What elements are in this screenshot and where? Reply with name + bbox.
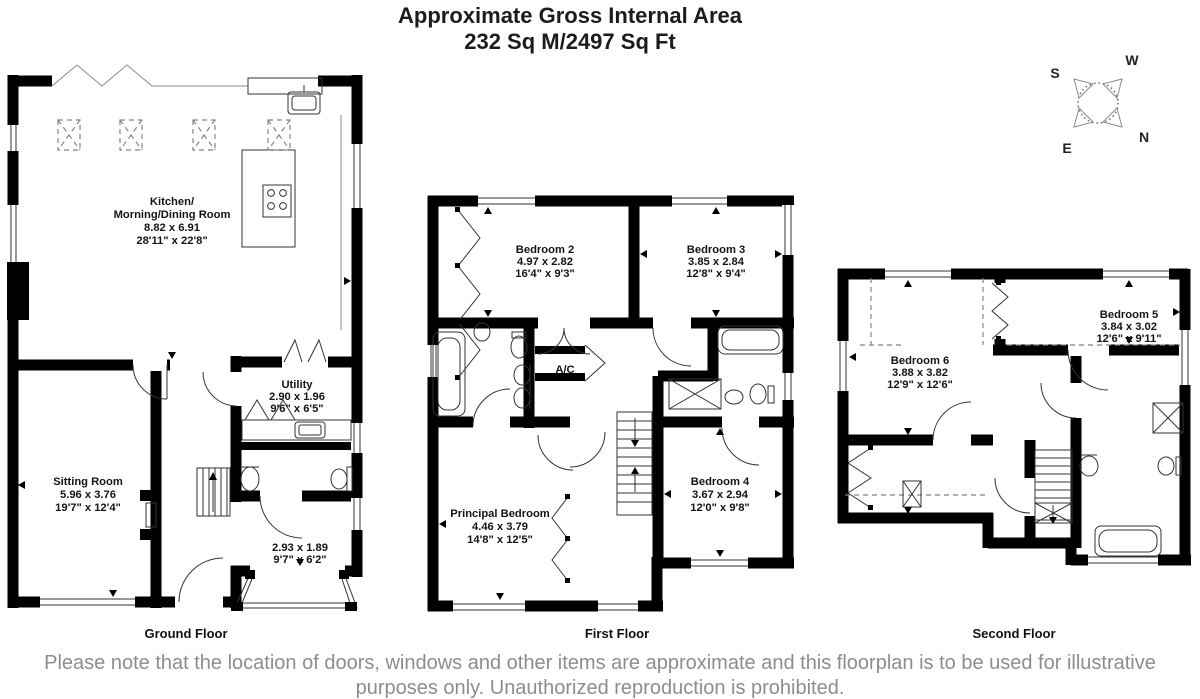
kitchen-metric: 8.82 x 6.91 bbox=[144, 222, 200, 234]
disclaimer-line2: purposes only. Unauthorized reproduction is prohibited. bbox=[355, 677, 845, 699]
bedroom3-metric: 3.85 x 2.84 bbox=[688, 256, 744, 268]
ground-floor-plan bbox=[7, 65, 363, 611]
bedroom4-imperial: 12'0" x 9'8" bbox=[690, 502, 750, 514]
bedroom4-metric: 3.67 x 2.94 bbox=[692, 489, 748, 501]
kitchen-counter-sink-icon bbox=[248, 78, 322, 114]
first-floor-plan bbox=[427, 195, 794, 612]
bifold-opening-zigzag bbox=[52, 65, 152, 86]
door-arcs bbox=[933, 350, 1108, 513]
bedroom3-label: Bedroom 3 bbox=[686, 244, 746, 256]
room-labels bbox=[53, 196, 328, 566]
compass-east-label: E bbox=[1062, 140, 1072, 156]
principal-metric: 4.46 x 3.79 bbox=[472, 521, 528, 533]
bedroom5-label: Bedroom 5 bbox=[1099, 309, 1159, 321]
stairs-icon bbox=[1035, 450, 1072, 524]
sitting-label: Sitting Room bbox=[53, 476, 123, 488]
utility-label: Utility bbox=[281, 379, 313, 391]
toilet-icon bbox=[1158, 457, 1181, 475]
compass-west-label: W bbox=[1125, 52, 1139, 68]
principal-label: Principal Bedroom bbox=[450, 508, 550, 520]
title-line1: Approximate Gross Internal Area bbox=[398, 3, 742, 28]
wc-toilet-icon bbox=[331, 467, 352, 491]
bedroom5-metric: 3.84 x 3.02 bbox=[1101, 321, 1157, 333]
compass-north-label: N bbox=[1138, 129, 1150, 145]
bedroom6-imperial: 12'9" x 12'6" bbox=[887, 379, 953, 391]
bedroom4-label: Bedroom 4 bbox=[690, 476, 750, 488]
sitting-imperial: 19'7" x 12'4" bbox=[55, 502, 121, 514]
bedroom6-label: Bedroom 6 bbox=[890, 355, 950, 367]
bath-icon bbox=[1095, 526, 1161, 556]
compass-rose bbox=[1050, 52, 1149, 156]
skylight-icon bbox=[58, 120, 290, 150]
hall-imperial: 9'7" x 6'2" bbox=[273, 554, 327, 566]
room-labels bbox=[450, 244, 750, 546]
bedroom3-imperial: 12'8" x 9'4" bbox=[686, 268, 746, 280]
ground-floor-label: Ground Floor bbox=[144, 626, 228, 641]
bath-icon bbox=[433, 326, 783, 416]
kitchen-island-icon bbox=[242, 150, 295, 247]
loft-hatch-icon bbox=[903, 481, 921, 507]
wc-basin-icon bbox=[241, 467, 259, 491]
shower-icon bbox=[669, 379, 721, 409]
disclaimer-line1: Please note that the location of doors, windows and other items are approximate and this floorplan is to be used for illustrative bbox=[44, 652, 1156, 674]
utility-metric: 2.90 x 1.96 bbox=[269, 391, 325, 403]
stairs-icon bbox=[197, 468, 230, 516]
wardrobe-icon bbox=[848, 280, 1008, 510]
kitchen-label: Kitchen/ bbox=[149, 196, 195, 208]
toilet-icon bbox=[511, 332, 774, 404]
second-floor-label: Second Floor bbox=[972, 626, 1056, 641]
sitting-metric: 5.96 x 3.76 bbox=[60, 489, 116, 501]
utility-imperial: 9'6" x 6'5" bbox=[270, 403, 324, 415]
bedroom2-metric: 4.97 x 2.82 bbox=[517, 256, 573, 268]
bedroom2-label: Bedroom 2 bbox=[515, 244, 575, 256]
bedroom6-metric: 3.88 x 3.82 bbox=[892, 367, 948, 379]
kitchen-label2: Morning/Dining Room bbox=[113, 209, 231, 221]
title-line2: 232 Sq M/2497 Sq Ft bbox=[464, 29, 676, 54]
ac-label: A/C bbox=[555, 364, 575, 376]
first-floor-label: First Floor bbox=[584, 626, 650, 641]
principal-imperial: 14'8" x 12'5" bbox=[467, 534, 533, 546]
walls bbox=[7, 75, 362, 608]
utility-counter-icon bbox=[242, 420, 351, 440]
bedroom2-imperial: 16'4" x 9'3" bbox=[515, 268, 575, 280]
basin-icon bbox=[1080, 455, 1098, 476]
basin-icon bbox=[474, 323, 743, 409]
bedroom5-imperial: 12'6" x 9'11" bbox=[1096, 333, 1162, 345]
kitchen-imperial: 28'11" x 22'8" bbox=[136, 235, 208, 247]
hall-metric: 2.93 x 1.89 bbox=[272, 542, 328, 554]
shower-icon bbox=[1153, 403, 1183, 433]
compass-south-label: S bbox=[1050, 65, 1060, 81]
second-floor-plan bbox=[837, 268, 1191, 566]
